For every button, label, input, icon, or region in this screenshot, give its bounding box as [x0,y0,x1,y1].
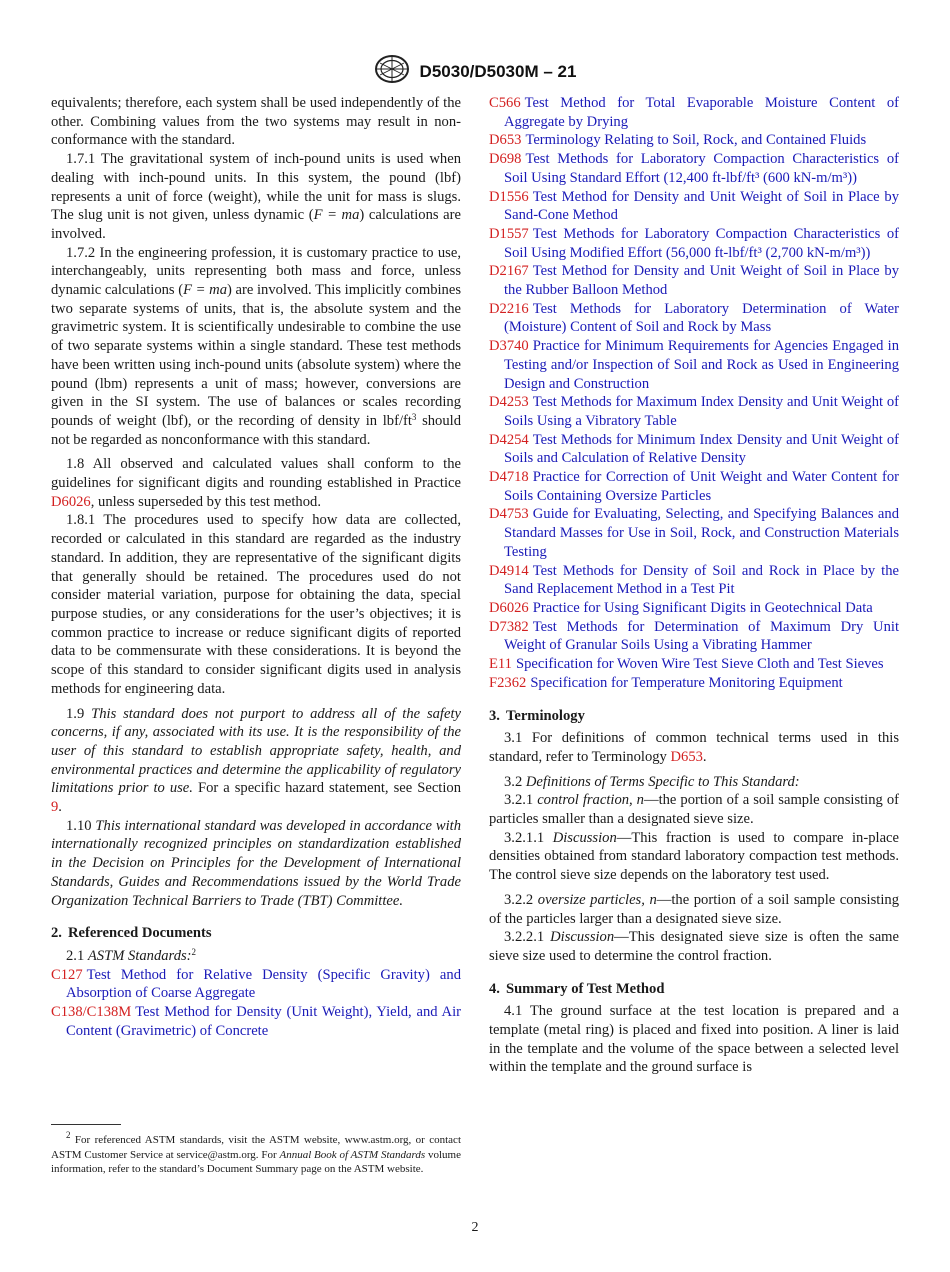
section-heading-summary: 4. Summary of Test Method [489,980,665,997]
page-header [0,54,950,84]
reference-item[interactable]: C127 Test Method for Relative Density (Specific Gravity) and Absorption of Coarse Aggregate [51,966,461,1002]
paragraph-1-10: 1.10 This international standard was developed in accordance with internationally recognized principles on standardization established in the Decision on Principles for the Development of International Standards, Guides and Recommendations issued by the World Trade Organization Technical Barriers to Trade (TBT) Committee. [51,817,462,909]
paragraph-3-2-1: 3.2.1 control fraction, n—the portion of a soil sample consisting of particles smaller than a designated sieve size. [489,792,899,828]
left-column [51,94,461,1040]
reference-item[interactable]: D2216 Test Methods for Laboratory Determination of Water (Moisture) Content of Soil and Rock by Mass [489,300,899,336]
reference-item[interactable]: D653 Terminology Relating to Soil, Rock, and Contained Fluids [489,132,867,149]
reference-item[interactable]: D6026 Practice for Using Significant Digits in Geotechnical Data [489,599,873,616]
right-column [489,94,899,1077]
paragraph-1-7-2: 1.7.2 In the engineering profession, it is customary practice to use, interchangeably, units representing both mass and force, unless dynamic calculations (F = ma) are involved. This implicitly combines two separate systems of units, that is, the absolute system and the gravimetric system. It is scientifically undesirable to combine the use of two separate systems within a single standard. These test methods have been written using inch-pound units (absolute system) where the pound (lbm) represents a unit of mass; however, conversions are given in the SI system. The use of balances or scales recording pounds of weight (lbf), or the recording of density in lbf/$ft^3$ should not be regarded as nonconformance with this standard. [51,244,462,448]
section-heading-referenced-documents: 2. Referenced Documents [51,925,212,942]
footnote-2: $^2$ For referenced ASTM standards, visit the ASTM website, www.astm.org, or contact ASTM Customer Service at service@astm.org. For Annual Book of ASTM Standards volume information, refer to the standard’s Document Summary page on the ASTM website. [51,1130,461,1175]
link-d6026[interactable]: D6026 [51,493,91,510]
page-number: 2 [471,1220,479,1235]
document-designation: D5030/D5030M – 21 [419,61,577,81]
reference-item[interactable]: C566 Test Method for Total Evaporable Moisture Content of Aggregate by Drying [489,95,899,130]
paragraph-1-9: 1.9 This standard does not purport to address all of the safety concerns, if any, associated with its use. It is the responsibility of the user of this standard to establish appropriate safety, health, and environmental practices and determine the applicability of regulatory limitations prior to use. For a specific hazard statement, see Section 9. [51,705,461,816]
footnote-divider [51,1124,121,1125]
reference-item[interactable]: D4718 Practice for Correction of Unit Weight and Water Content for Soils Containing Oversize Particles [489,469,899,504]
reference-list-left [51,966,461,1041]
reference-item[interactable]: F2362 Specification for Temperature Monitoring Equipment [489,674,843,691]
paragraph-3-2-2: 3.2.2 oversize particles, n—the portion of a soil sample consisting of the particles larger than a designated sieve size. [489,891,899,927]
paragraph-2-1: 2.1 ASTM Standards:$^2$ [66,946,197,964]
paragraph-3-2-1-1: 3.2.1.1 Discussion—This fraction is used to compare in-place densities obtained from standard laboratory compaction test methods. The control sieve size depends on the laboratory test used. [489,829,899,884]
paragraph-1-8-1: 1.8.1 The procedures used to specify how data are collected, recorded or calculated in this standard are regarded as the industry standard. In addition, they are representative of the significant digits that generally should be retained. The procedures used do not consider material variation, purpose for obtaining the data, special purpose studies, or any considerations for the user’s objectives; it is common practice to increase or reduce significant digits of reported data to be commensurate with these considerations. It is beyond the scope of this standard to consider significant digits used in analysis methods for engineering data. [51,512,461,697]
reference-item[interactable]: D4254 Test Methods for Minimum Index Density and Unit Weight of Soils and Calculation of Relative Density [489,431,899,467]
reference-item[interactable]: D1556 Test Method for Density and Unit Weight of Soil in Place by Sand-Cone Method [489,188,899,224]
reference-list-right [489,94,899,693]
reference-item[interactable]: D7382 Test Methods for Determination of Maximum Dry Unit Weight of Granular Soils Using a Vibrating Hammer [489,618,899,654]
paragraph-3-2-2-1: 3.2.2.1 Discussion—This designated sieve size is often the same sieve size used to determine the control fraction. [489,929,899,964]
reference-item[interactable]: C138/C138M Test Method for Density (Unit Weight), Yield, and Air Content (Gravimetric) of Concrete [51,1004,461,1039]
paragraph-3-1: 3.1 For definitions of common technical terms used in this standard, refer to Terminology D653. [489,730,899,765]
reference-item[interactable]: D4914 Test Methods for Density of Soil and Rock in Place by the Sand Replacement Method in a Test Pit [489,562,899,598]
section-heading-terminology: 3. Terminology [489,707,585,724]
reference-item[interactable]: E11 Specification for Woven Wire Test Sieve Cloth and Test Sieves [489,656,884,673]
reference-item[interactable]: D4753 Guide for Evaluating, Selecting, and Specifying Balances and Standard Masses for Use in Soil, Rock, and Construction Materials Testing [489,506,899,560]
reference-item[interactable]: D3740 Practice for Minimum Requirements for Agencies Engaged in Testing and/or Inspection of Soil and Rock as Used in Engineering Design and Construction [489,338,899,392]
reference-item[interactable]: D2167 Test Method for Density and Unit Weight of Soil in Place by the Rubber Balloon Method [489,263,899,299]
paragraph-3-2: 3.2 Definitions of Terms Specific to This Standard: [504,773,800,790]
reference-item[interactable]: D4253 Test Methods for Maximum Index Density and Unit Weight of Soils Using a Vibratory Table [489,394,899,429]
paragraph-1-7-1: 1.7.1 The gravitational system of inch-pound units is used when dealing with inch-pound units. In this system, the pound (lbf) represents a unit of force (weight), while the unit for mass is slugs. The slug unit is not given, unless dynamic (F = ma) calculations are involved. [51,151,461,242]
link-d653[interactable]: D653 [670,748,703,765]
paragraph-4-1: 4.1 The ground surface at the test location is prepared and a template (metal ring) is placed and fixed into position. A liner is laid in the template and the volume of the space between a selected level within the template and the ground surface is [489,1003,899,1076]
paragraph-continuation: equivalents; therefore, each system shall be used independently of the other. Combining values from the two systems may result in non-conformance with the standard. [51,95,461,149]
reference-item[interactable]: D1557 Test Methods for Laboratory Compaction Characteristics of Soil Using Modified Effort (56,000 ft-lbf/ft³ (2,700 kN-m/m³)) [489,225,899,261]
astm-logo [374,54,410,89]
paragraph-1-8: 1.8 All observed and calculated values shall conform to the guidelines for significant digits and rounding established in Practice D6026, unless superseded by this test method. [51,456,461,510]
link-section-9[interactable]: 9 [51,799,59,816]
reference-item[interactable]: D698 Test Methods for Laboratory Compaction Characteristics of Soil Using Standard Effort (12,400 ft-lbf/ft³ (600 kN-m/m³)) [489,151,899,186]
